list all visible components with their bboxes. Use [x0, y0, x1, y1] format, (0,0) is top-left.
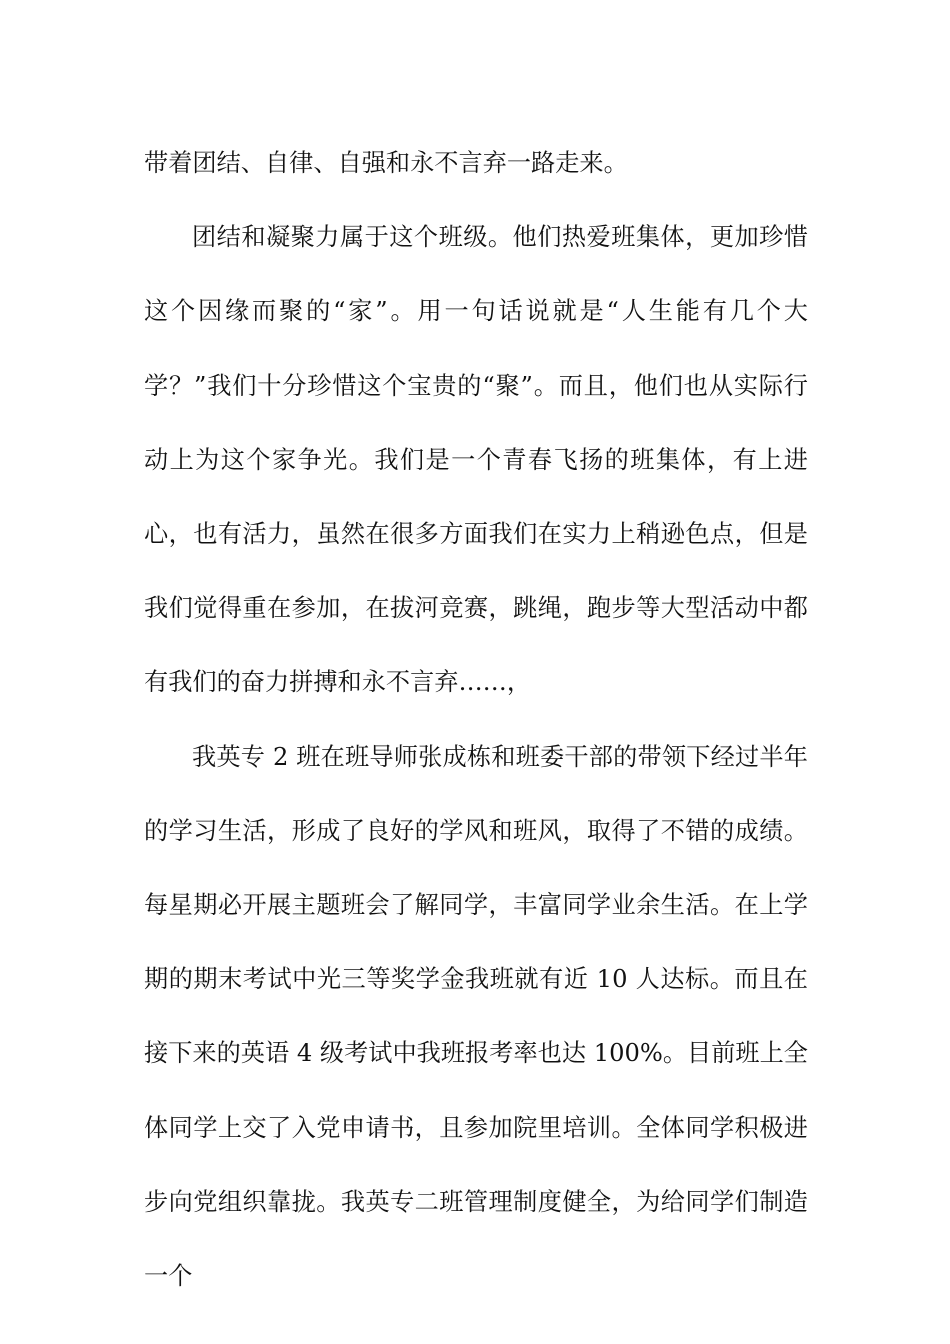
paragraph-3: 我英专 2 班在班导师张成栋和班委干部的带领下经过半年的学习生活，形成了良好的学风和班风，取得了不错的成绩。每星期必开展主题班会了解同学，丰富同学业余生活。在上学期的期末考试中光三等奖学金我班就有近 10 人达标。而且在接下来的英语 4 级考试中我班报考率也达 100%。目前班上全体同学上交了入党申请书，且参加院里培训。全体同学积极进步向党组织靠拢。我英专二班管理制度健全，为给同学们制造一个 [144, 742, 808, 1291]
paragraph-2: 团结和凝聚力属于这个班级。他们热爱班集体，更加珍惜这个因缘而聚的“家”。用一句话说就是“人生能有几个大学？”我们十分珍惜这个宝贵的“聚”。而且，他们也从实际行动上为这个家争光。我们是一个青春飞扬的班集体，有上进心，也有活力，虽然在很多方面我们在实力上稍逊色点，但是我们觉得重在参加，在拔河竞赛，跳绳，跑步等大型活动中都有我们的奋力拼搏和永不言弃……， [144, 223, 808, 697]
body-text [144, 126, 808, 1313]
paragraph-1: 带着团结、自律、自强和永不言弃一路走来。 [144, 149, 628, 177]
